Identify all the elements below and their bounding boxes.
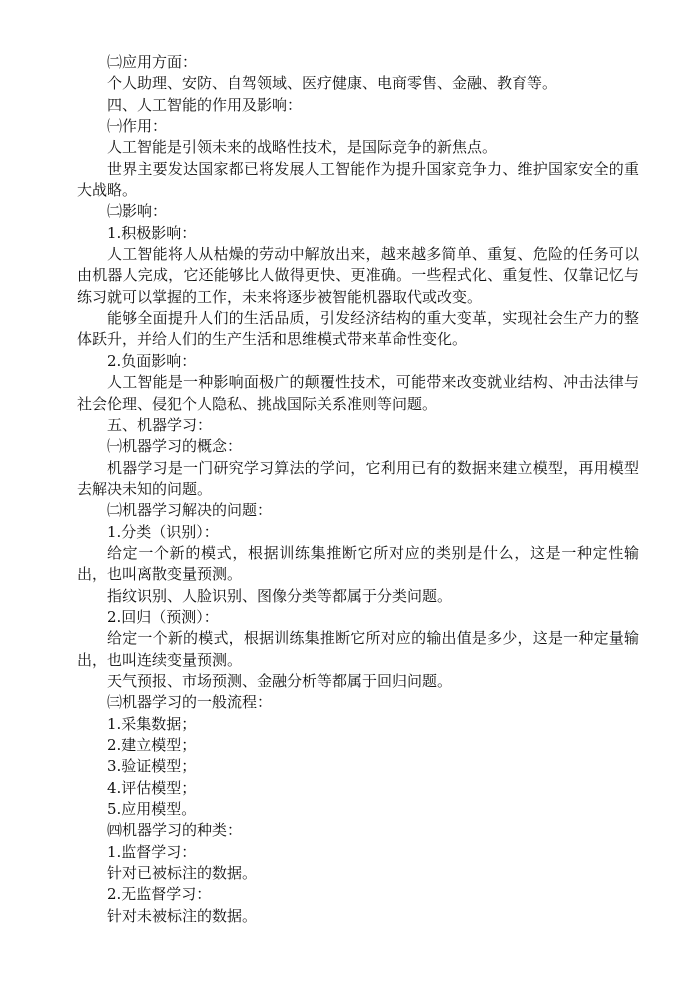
body-paragraph: 人工智能是引领未来的战略性技术，是国际竞争的新焦点。 bbox=[107, 138, 498, 157]
section-heading: ㈡影响： bbox=[107, 202, 168, 221]
section-heading: 四、人工智能的作用及影响： bbox=[107, 95, 303, 114]
document-body bbox=[77, 52, 639, 927]
body-paragraph: 针对未被标注的数据。 bbox=[107, 906, 258, 925]
body-paragraph: 机器学习是一门研究学习算法的学问，它利用已有的数据来建立模型，再用模型去解决未知的问题。 bbox=[77, 458, 639, 498]
body-paragraph: 能够全面提升人们的生活品质，引发经济结构的重大变革，实现社会生产力的整体跃升，并给人们的生产生活和思维模式带来革命性变化。 bbox=[77, 309, 639, 349]
list-item: 2.建立模型； bbox=[107, 736, 197, 754]
body-paragraph: 给定一个新的模式，根据训练集推断它所对应的类别是什么，这是一种定性输出，也叫离散变量预测。 bbox=[77, 543, 639, 584]
section-heading: ㈠机器学习的概念： bbox=[107, 437, 243, 456]
section-heading: 2.回归（预测）： bbox=[107, 607, 219, 626]
body-paragraph: 指纹识别、人脸识别、图像分类等都属于分类问题。 bbox=[107, 586, 453, 605]
section-heading: 2.负面影响： bbox=[107, 351, 197, 370]
list-item: 4.评估模型； bbox=[107, 778, 197, 797]
body-paragraph: 针对已被标注的数据。 bbox=[107, 864, 258, 883]
section-heading: ㈡机器学习解决的问题： bbox=[107, 501, 273, 520]
section-heading: ㈡应用方面： bbox=[107, 53, 198, 71]
body-paragraph: 给定一个新的模式，根据训练集推断它所对应的输出值是多少，这是一种定量输出，也叫连续变量预测。 bbox=[77, 629, 639, 669]
list-item: 3.验证模型； bbox=[107, 757, 197, 776]
section-heading: ㈣机器学习的种类： bbox=[107, 821, 243, 840]
list-item: 5.应用模型。 bbox=[107, 800, 197, 819]
body-paragraph: 天气预报、市场预测、金融分析等都属于回归问题。 bbox=[107, 671, 453, 690]
section-heading: 1.积极影响： bbox=[107, 223, 197, 242]
section-heading: 五、机器学习： bbox=[107, 415, 213, 434]
body-paragraph: 个人助理、安防、自驾领域、医疗健康、电商零售、金融、教育等。 bbox=[107, 74, 558, 93]
body-paragraph: 人工智能是一种影响面极广的颠覆性技术，可能带来改变就业结构、冲击法律与社会伦理、侵犯个人隐私、挑战国际关系准则等问题。 bbox=[77, 373, 639, 413]
section-heading: ㈢机器学习的一般流程： bbox=[107, 693, 273, 712]
section-heading: 1.分类（识别）： bbox=[107, 522, 219, 541]
section-heading: 1.监督学习： bbox=[107, 842, 197, 861]
list-item: 1.采集数据； bbox=[107, 714, 197, 733]
section-heading: 2.无监督学习： bbox=[107, 885, 212, 904]
body-paragraph: 人工智能将人从枯燥的劳动中解放出来，越来越多简单、重复、危险的任务可以由机器人完成，它还能够比人做得更快、更准确。一些程式化、重复性、仅靠记忆与练习就可以掌握的工作，未来将逐步被智能机器取代或改变。 bbox=[77, 245, 639, 306]
section-heading: ㈠作用： bbox=[107, 117, 168, 136]
body-paragraph: 世界主要发达国家都已将发展人工智能作为提升国家竞争力、维护国家安全的重大战略。 bbox=[77, 159, 639, 200]
